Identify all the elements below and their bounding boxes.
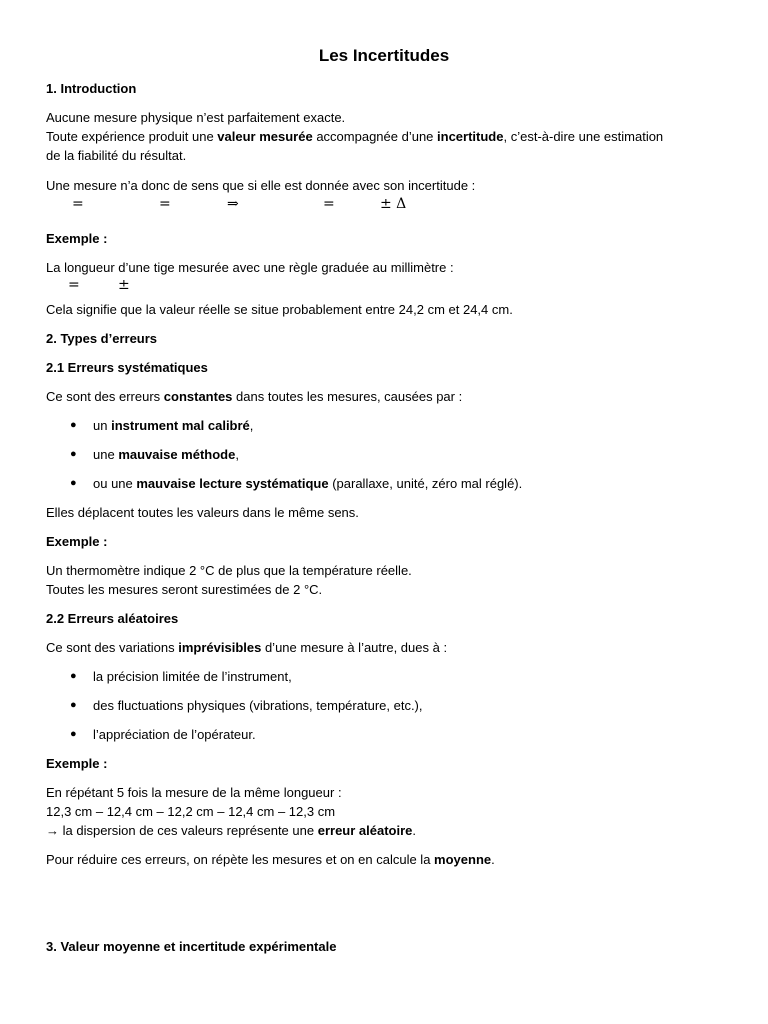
intro-text: accompagnée d’une: [312, 129, 438, 144]
intro-text: Toute expérience produit une: [46, 129, 218, 144]
section-1-heading: 1. Introduction: [46, 81, 137, 96]
bullet-bold: instrument mal calibré: [111, 418, 250, 433]
formula-symbol: =: [323, 196, 335, 212]
bullet-bold: mauvaise méthode: [118, 447, 236, 462]
list-item-text: [93, 445, 239, 464]
example-formula-line: [46, 276, 736, 296]
bullet-icon: ●: [70, 728, 77, 740]
random-intro-text: Ce sont des variations: [46, 640, 179, 655]
random-conclusion-text: Pour réduire ces erreurs, on répète les mesures et on en calcule la: [46, 852, 435, 867]
list-item-text: l’appréciation de l’opérateur.: [93, 727, 256, 742]
measure-sense-paragraph: Une mesure n’a donc de sens que si elle est donnée avec son incertitude :: [46, 178, 476, 193]
section-2-1-heading: 2.1 Erreurs systématiques: [46, 360, 208, 375]
formula-plus-minus: ±: [118, 277, 130, 293]
random-conclusion: [46, 850, 736, 869]
section-3-heading: 3. Valeur moyenne et incertitude expérimentale: [46, 939, 337, 954]
formula-plus-minus-delta: ± Δ: [380, 196, 407, 212]
systematic-after: Elles déplacent toutes les valeurs dans le même sens.: [46, 505, 359, 520]
list-item-text: des fluctuations physiques (vibrations, température, etc.),: [93, 698, 423, 713]
random-conclusion-bold: moyenne: [434, 852, 492, 867]
example-bold-erreur-aleatoire: erreur aléatoire: [317, 823, 413, 838]
intro-bold-valeur-mesuree: valeur mesurée: [217, 129, 313, 144]
systematic-intro-text: dans toutes les mesures, causées par :: [232, 389, 463, 404]
systematic-intro: [46, 387, 736, 406]
example-label-1: Exemple :: [46, 231, 108, 246]
random-intro: [46, 638, 736, 657]
example-repetition: [46, 783, 736, 840]
example-thermometer: [46, 561, 736, 599]
random-intro-bold: imprévisibles: [178, 640, 262, 655]
bullet-icon: ●: [70, 699, 77, 711]
document-title: Les Incertitudes: [318, 46, 450, 65]
systematic-intro-bold: constantes: [163, 389, 233, 404]
example-thermometer-line-1: Un thermomètre indique 2 °C de plus que la température réelle.: [46, 563, 412, 578]
bullet-icon: ●: [70, 670, 77, 682]
example-repetition-line-3: [46, 821, 736, 840]
example-text-1: La longueur d’une tige mesurée avec une règle graduée au millimètre :: [46, 260, 454, 275]
intro-line-1: Aucune mesure physique n’est parfaitement exacte.: [46, 110, 346, 125]
formula-implies-symbol: ⇒: [227, 196, 239, 212]
intro-text: , c’est-à-dire une estimation: [503, 129, 664, 144]
example-label-2: Exemple :: [46, 534, 108, 549]
example-arrow-text: → la dispersion de ces valeurs représente une: [46, 823, 318, 838]
intro-line-2: [46, 127, 736, 146]
example-repetition-values: 12,3 cm – 12,4 cm – 12,2 cm – 12,4 cm – 12,3 cm: [46, 804, 336, 819]
list-item-text: [93, 416, 253, 435]
list-item-text: [93, 474, 522, 493]
formula-symbol: =: [68, 277, 80, 293]
intro-line-3: de la fiabilité du résultat.: [46, 148, 187, 163]
bullet-pre: un: [93, 418, 112, 433]
random-conclusion-text: .: [491, 852, 495, 867]
bullet-icon: ●: [70, 477, 77, 489]
section-2-heading: 2. Types d’erreurs: [46, 331, 158, 346]
bullet-post: (parallaxe, unité, zéro mal réglé).: [328, 476, 523, 491]
random-intro-text: d’une mesure à l’autre, dues à :: [261, 640, 448, 655]
bullet-bold: mauvaise lecture systématique: [136, 476, 329, 491]
bullet-icon: ●: [70, 448, 77, 460]
section-2-2-heading: 2.2 Erreurs aléatoires: [46, 611, 179, 626]
intro-bold-incertitude: incertitude: [437, 129, 504, 144]
example-repetition-line-1: En répétant 5 fois la mesure de la même longueur :: [46, 785, 342, 800]
formula-symbol: =: [159, 196, 171, 212]
bullet-post: ,: [249, 418, 254, 433]
example-conclusion-1: Cela signifie que la valeur réelle se situe probablement entre 24,2 cm et 24,4 cm.: [46, 302, 513, 317]
example-thermometer-line-2: Toutes les mesures seront surestimées de 2 °C.: [46, 582, 323, 597]
bullet-pre: une: [93, 447, 119, 462]
bullet-icon: ●: [70, 419, 77, 431]
formula-line: [46, 195, 736, 215]
bullet-post: ,: [235, 447, 239, 462]
formula-symbol: =: [72, 196, 84, 212]
example-text: .: [412, 823, 417, 838]
example-label-3: Exemple :: [46, 756, 108, 771]
systematic-intro-text: Ce sont des erreurs: [46, 389, 164, 404]
bullet-pre: ou une: [93, 476, 137, 491]
list-item-text: la précision limitée de l’instrument,: [93, 669, 292, 684]
intro-paragraph: [46, 108, 736, 165]
